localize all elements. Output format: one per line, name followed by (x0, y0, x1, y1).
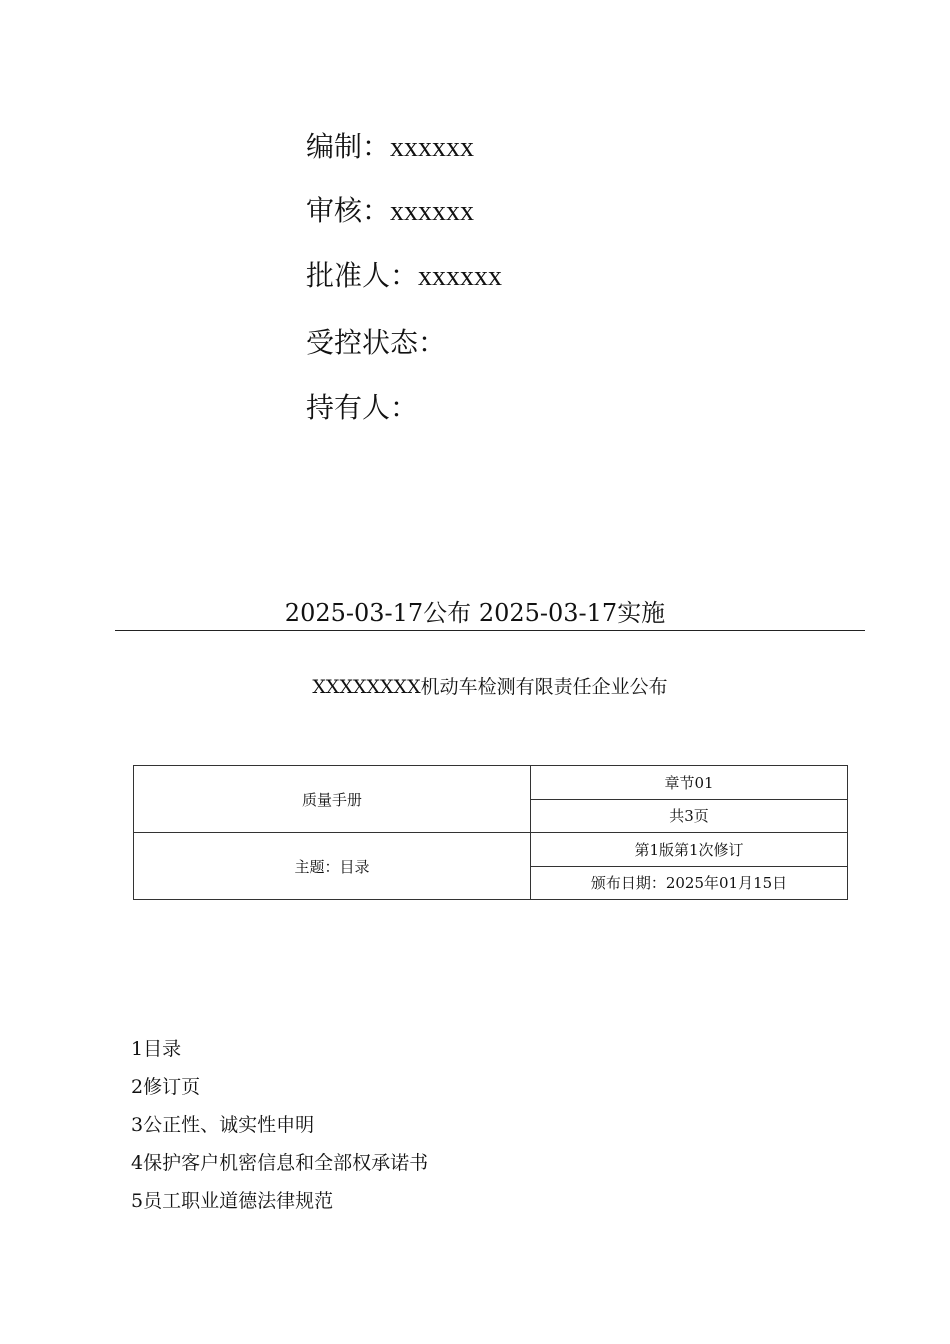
table-of-contents (131, 1030, 428, 1220)
compiler-value: xxxxxx (390, 132, 475, 163)
control-status-line (306, 326, 446, 361)
issue-date-cell: 颁布日期：2025年01月15日 (531, 866, 848, 900)
reviewer-value: xxxxxx (390, 196, 475, 227)
reviewer-label: 审核： (306, 194, 391, 227)
control-status-label: 受控状态： (306, 326, 447, 359)
published-date: 2025-03-17公布 (284, 599, 472, 627)
approver-label: 批准人： (306, 259, 419, 292)
effective-date: 2025-03-17实施 (478, 599, 666, 627)
toc-item: 5员工职业道德法律规范 (131, 1190, 334, 1212)
manual-title-cell: 质量手册 (134, 766, 531, 833)
document-header-table (133, 765, 848, 900)
holder-label: 持有人： (306, 391, 419, 424)
toc-item: 2修订页 (131, 1076, 201, 1098)
publisher-line: XXXXXXXX机动车检测有限责任企业公布 (312, 676, 668, 698)
approver-line (306, 259, 502, 294)
divider-rule (115, 630, 865, 631)
toc-item: 3公正性、诚实性申明 (131, 1114, 315, 1136)
toc-item: 4保护客户机密信息和全部权承诺书 (131, 1152, 429, 1174)
subject-cell: 主题：目录 (134, 833, 531, 900)
chapter-cell: 章节01 (531, 766, 848, 800)
reviewer-line (306, 194, 474, 229)
page-count-cell: 共3页 (531, 799, 848, 833)
compiler-label: 编制： (306, 130, 391, 163)
holder-line (306, 391, 418, 426)
revision-cell: 第1版第1次修订 (531, 833, 848, 867)
compiler-line (306, 130, 474, 165)
toc-item: 1目录 (131, 1038, 182, 1060)
approver-value: xxxxxx (418, 261, 503, 292)
release-dates (0, 598, 950, 628)
